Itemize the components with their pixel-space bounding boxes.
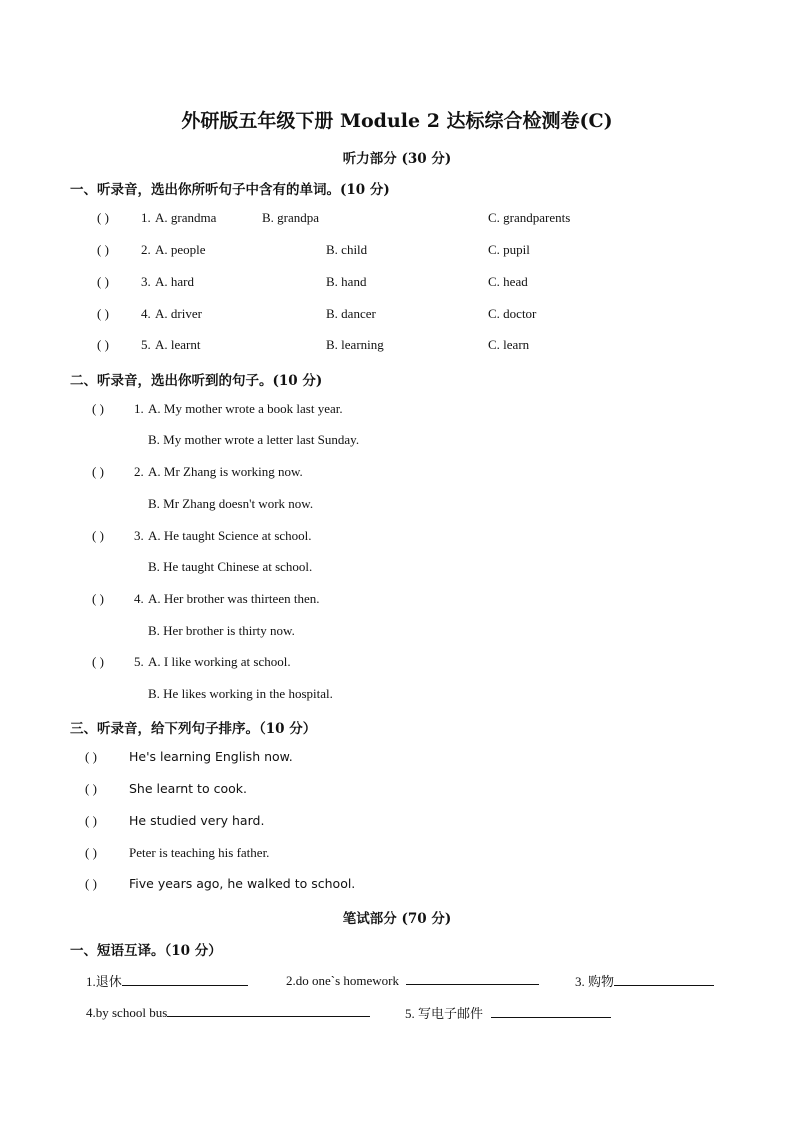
option-a: A. driver [155, 306, 202, 321]
question-number: 3. [141, 274, 151, 289]
answer-blank[interactable]: ( ) [97, 306, 109, 321]
translation-item-5 [405, 1003, 611, 1022]
item-label: 2.do one`s homework [286, 973, 400, 988]
option-a: A. I like working at school. [148, 654, 291, 669]
answer-blank[interactable]: ( ) [92, 401, 104, 416]
option-b: B. Her brother is thirty now. [148, 623, 295, 638]
item-label: 4.by school bus [86, 1005, 168, 1020]
answer-blank[interactable]: ( ) [85, 781, 97, 796]
answer-blank[interactable]: ( ) [85, 813, 97, 828]
translation-item-3 [575, 971, 714, 990]
sentence-text: Five years ago, he walked to school. [129, 876, 356, 891]
option-c: C. doctor [488, 306, 537, 321]
option-c: C. learn [488, 337, 530, 352]
answer-blank[interactable]: ( ) [92, 464, 104, 479]
option-c: C. head [488, 274, 528, 289]
option-b: B. dancer [326, 306, 376, 321]
sentence-text: He studied very hard. [129, 813, 265, 828]
option-a: A. people [155, 242, 206, 257]
question-number: 2. [134, 464, 144, 479]
answer-blank[interactable]: ( ) [85, 845, 97, 860]
question-number: 5. [141, 337, 151, 352]
question-number: 3. [134, 528, 144, 543]
sentence-text: She learnt to cook. [129, 781, 247, 796]
translation-item-4 [86, 1003, 370, 1021]
answer-blank[interactable]: ( ) [85, 749, 97, 764]
question-number: 4. [134, 591, 144, 606]
answer-blank[interactable]: ( ) [97, 337, 109, 352]
translation-item-2 [286, 971, 539, 989]
option-b: B. He likes working in the hospital. [148, 686, 333, 701]
answer-line[interactable] [614, 972, 714, 986]
listening-part-heading: 听力部分 (30 分) [342, 151, 452, 167]
translation-item-1 [86, 971, 248, 990]
option-a: A. learnt [155, 337, 201, 352]
item-label: 5. 写电子邮件 [405, 1006, 484, 1021]
page-title: 外研版五年级下册 Module 2 达标综合检测卷(C) [181, 110, 613, 132]
writing-part-heading: 笔试部分 (70 分) [342, 911, 452, 927]
question-number: 5. [134, 654, 144, 669]
answer-line[interactable] [167, 1003, 370, 1017]
option-b: B. hand [326, 274, 367, 289]
section-2-heading: 二、听录音，选出你听到的句子。(10 分) [70, 373, 323, 389]
answer-line[interactable] [406, 971, 539, 985]
option-b: B. Mr Zhang doesn't work now. [148, 496, 314, 511]
answer-blank[interactable]: ( ) [92, 591, 104, 606]
option-c: C. grandparents [488, 210, 571, 225]
option-a: A. hard [155, 274, 194, 289]
option-a: A. He taught Science at school. [148, 528, 312, 543]
sentence-text: Peter is teaching his father. [129, 845, 270, 860]
option-b: B. My mother wrote a letter last Sunday. [148, 432, 360, 447]
option-a: A. grandma [155, 210, 217, 225]
answer-line[interactable] [122, 972, 248, 986]
answer-line[interactable] [491, 1004, 611, 1018]
option-b: B. grandpa [262, 210, 320, 225]
sentence-text: He's learning English now. [129, 749, 293, 764]
answer-blank[interactable]: ( ) [97, 242, 109, 257]
option-b: B. child [326, 242, 368, 257]
answer-blank[interactable]: ( ) [92, 654, 104, 669]
question-number: 1. [134, 401, 144, 416]
option-b: B. learning [326, 337, 384, 352]
answer-blank[interactable]: ( ) [97, 274, 109, 289]
writing-section-1-heading: 一、短语互译。（10 分） [70, 943, 222, 959]
option-b: B. He taught Chinese at school. [148, 559, 313, 574]
item-label: 1.退休 [86, 974, 122, 989]
section-3-heading: 三、听录音，给下列句子排序。（10 分） [70, 721, 317, 737]
answer-blank[interactable]: ( ) [92, 528, 104, 543]
item-label: 3. 购物 [575, 974, 615, 989]
option-a: A. Her brother was thirteen then. [148, 591, 320, 606]
question-number: 1. [141, 210, 151, 225]
section-1-heading: 一、听录音，选出你所听句子中含有的单词。(10 分) [70, 182, 390, 198]
option-a: A. Mr Zhang is working now. [148, 464, 303, 479]
answer-blank[interactable]: ( ) [85, 876, 97, 891]
question-number: 2. [141, 242, 151, 257]
answer-blank[interactable]: ( ) [97, 210, 109, 225]
option-a: A. My mother wrote a book last year. [148, 401, 343, 416]
option-c: C. pupil [488, 242, 530, 257]
question-number: 4. [141, 306, 151, 321]
